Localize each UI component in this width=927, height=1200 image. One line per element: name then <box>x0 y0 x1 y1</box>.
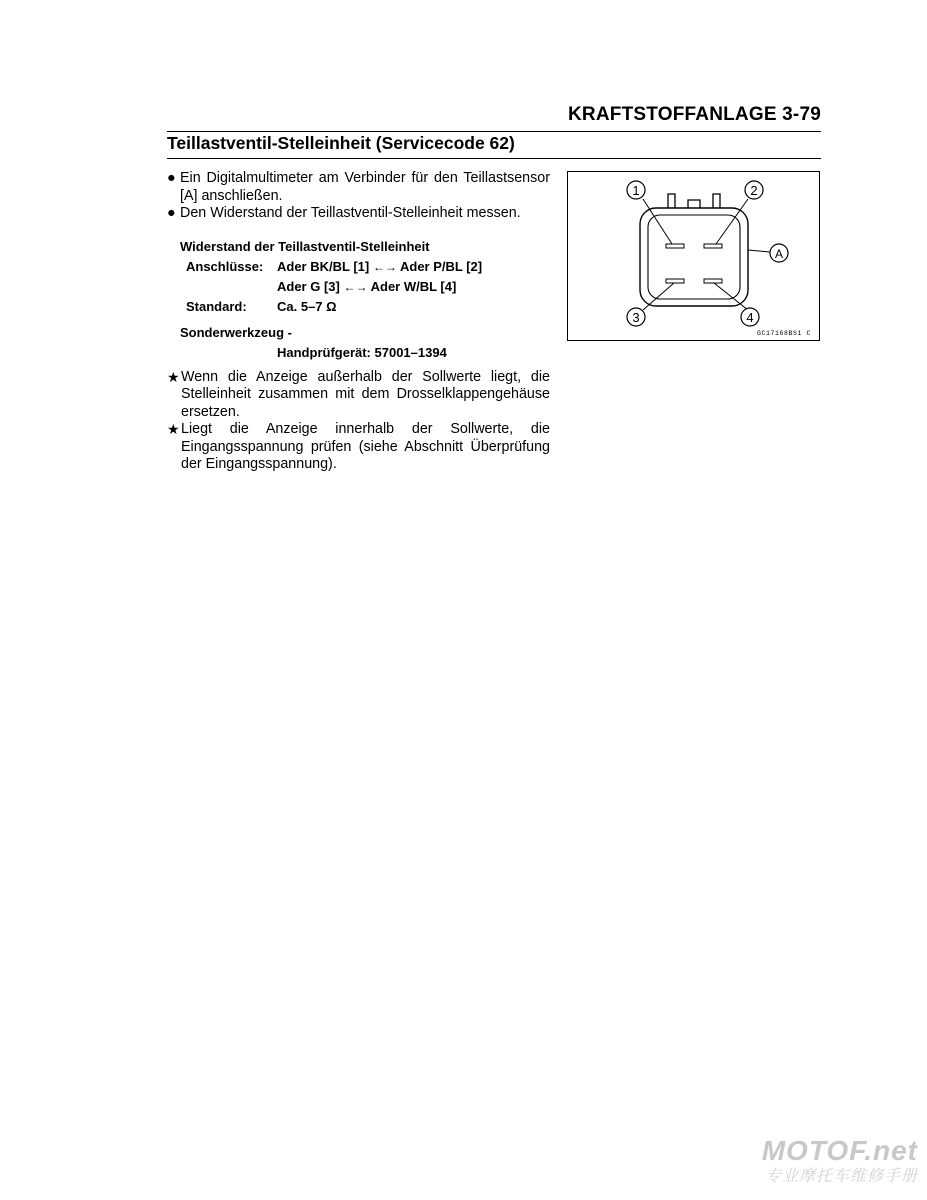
pin-2 <box>704 244 722 248</box>
double-arrow-icon: ←→ <box>372 259 397 274</box>
pin-3 <box>666 279 684 283</box>
step-text: Ein Digitalmultimeter am Verbinder für den Teillastsensor [A] anschließen. <box>180 170 550 204</box>
watermark-subtitle: 专业摩托车维修手册 <box>764 1168 918 1185</box>
spec-block <box>180 237 550 317</box>
double-arrow-icon: ←→ <box>343 279 368 294</box>
connection-1 <box>277 257 482 277</box>
callout-a-label: A <box>774 247 784 261</box>
figure-code: GC17168BS1 C <box>756 330 811 337</box>
callout-2 <box>745 181 763 199</box>
standard-value: Ca. 5–7 Ω <box>277 298 337 314</box>
section-rule <box>167 158 821 159</box>
step-item <box>167 170 550 205</box>
bullet-icon: ● <box>167 205 176 221</box>
callout-4-label: 4 <box>746 310 754 325</box>
note-item <box>167 421 550 474</box>
pin-4 <box>704 279 722 283</box>
tool-name: Handprüfgerät: 57001–1394 <box>277 344 447 360</box>
standard-label: Standard: <box>186 298 247 314</box>
watermark <box>762 1135 918 1186</box>
header-rule <box>167 131 821 132</box>
note-text: Wenn die Anzeige außerhalb der Sollwerte liegt, die Stelleinheit zusammen mit dem Drosselklappengehäuse ersetzen. <box>181 368 550 420</box>
connector-body <box>640 208 748 306</box>
connections-label: Anschlüsse: <box>186 258 264 274</box>
spec-heading: Widerstand der Teillastventil-Stelleinheit <box>180 238 430 254</box>
callout-1-label: 1 <box>632 183 640 198</box>
callout-2-label: 2 <box>750 183 758 198</box>
connector-figure <box>567 171 820 341</box>
spacer <box>180 277 277 297</box>
spec-row-connections <box>180 257 550 277</box>
wire-bkbl: Ader BK/BL [1] <box>277 258 370 274</box>
star-icon: ★ <box>167 421 180 437</box>
callout-1 <box>627 181 645 199</box>
bullet-icon: ● <box>167 170 176 186</box>
page-header-title: KRAFTSTOFFANLAGE 3-79 <box>568 104 821 125</box>
tool-heading: Sonderwerkzeug - <box>180 324 292 340</box>
step-text: Den Widerstand der Teillastventil-Stelleinheit messen. <box>180 205 521 221</box>
spec-row-connections-2 <box>180 277 550 297</box>
callout-a <box>770 244 788 262</box>
callout-3 <box>627 308 645 326</box>
note-text: Liegt die Anzeige innerhalb der Sollwerte, die Eingangsspannung prüfen (siehe Abschnitt Überprüfung der Eingangsspannung). <box>181 421 550 472</box>
star-icon: ★ <box>167 368 180 385</box>
wire-g: Ader G [3] <box>277 278 340 294</box>
step-item <box>167 205 550 223</box>
note-item <box>167 369 550 422</box>
callout-4 <box>741 308 759 326</box>
wire-pbl: Ader P/BL [2] <box>399 258 483 274</box>
watermark-logo: MOTOF.net <box>761 1135 918 1166</box>
connector-diagram <box>568 172 821 342</box>
instructions <box>167 170 550 474</box>
wire-wbl: Ader W/BL [4] <box>370 278 457 294</box>
tool-block <box>180 323 550 363</box>
callout-3-label: 3 <box>632 310 640 325</box>
pin-1 <box>666 244 684 248</box>
section-title: Teillastventil-Stelleinheit (Servicecode 62) <box>167 133 515 153</box>
spec-row-standard <box>180 297 550 317</box>
connection-2 <box>277 277 456 297</box>
